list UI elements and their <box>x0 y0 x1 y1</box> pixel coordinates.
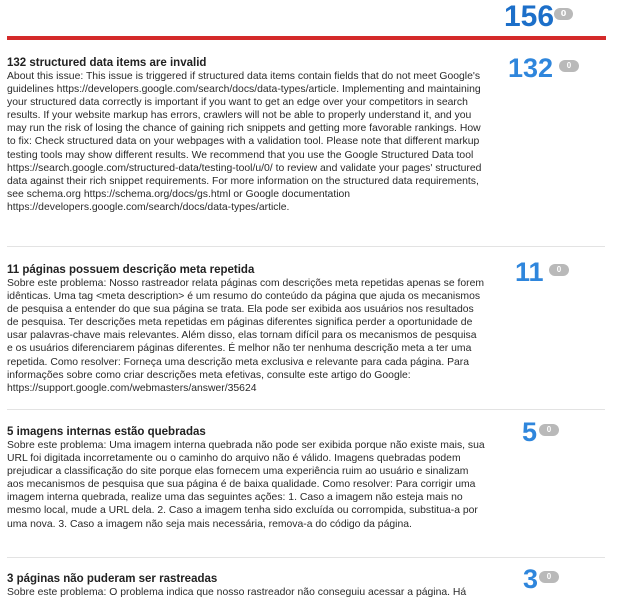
issue-count[interactable] <box>523 564 552 595</box>
issue-description: Sobre este problema: O problema indica que nosso rastreador não conseguiu acessar a página. Há <box>7 587 467 598</box>
issue-count-number[interactable]: 11 <box>515 257 544 287</box>
issue-count[interactable] <box>515 257 562 288</box>
issue-title: 11 páginas possuem descrição meta repetida <box>7 264 255 276</box>
issue-title: 5 imagens internas estão quebradas <box>7 426 206 438</box>
issue-description: Sobre este problema: Nosso rastreador relata páginas com descrições meta repetidas apenas se forem idênticas. Uma tag <meta description> é um resumo do conteúdo da página que ajuda os mecanismos de pesquisa a entender do que sua página se trata. Ela pode ser exibida aos usuários nos resultados de pesquisa. Ter descrições meta repetidas em páginas diferentes significa perder a oportunidade de usar palavras-chave mais relevantes. Além disso, elas tornam difícil para os mecanismos de pesquisa e os usuários diferenciarem páginas diferentes. É melhor não ter nenhuma descrição meta a ter uma repetida. Como resolver: Forneça uma descrição meta exclusiva e relevante para cada página. Para informações sobre como criar descrições meta efetivas, consulte este artigo do Google: https://support.google.com/webmasters/answer/35624 <box>7 278 485 394</box>
issue-count-number[interactable]: 5 <box>522 417 538 447</box>
issue-count-badge: 0 <box>559 60 579 72</box>
issue-title: 132 structured data items are invalid <box>7 57 207 69</box>
issue-description: About this issue: This issue is triggered if structured data items contain fields that do not meet Google's guidelines https://developers.google.com/search/docs/data-types/article. Implementing and maintaining your structured data correctly is important if you want to get an edge over your competitors in search results. If your website markup has errors, crawlers will not be able to properly understand it, and you may run the risk of losing the chance of gaining rich snippets and getting more favorable rankings. How to fix: Check structured data on your webpages with a validation tool. Please note that different markup testing tools may show different results. We recommend that you use the Google Structured Data tool https://search.google.com/structured-data/testing-tool/u/0/ to review and validate your pages' structured data against their rich snippet requirements. For more information on the structured data requirements, see schema.org https://schema.org/docs/gs.html or Google documentation https://developers.google.com/search/docs/data-types/article. <box>7 71 482 213</box>
summary-header <box>0 0 625 36</box>
issue-row <box>7 417 605 558</box>
issue-count-badge: 0 <box>539 424 559 436</box>
issue-row <box>7 564 605 612</box>
issue-count-number[interactable]: 3 <box>523 564 539 594</box>
issue-count-badge: 0 <box>549 264 569 276</box>
issue-count[interactable] <box>508 53 572 84</box>
issue-title: 3 páginas não puderam ser rastreadas <box>7 573 218 585</box>
severity-divider <box>7 36 606 40</box>
total-issues-badge: 0 <box>554 8 573 20</box>
issue-row <box>7 53 605 247</box>
issue-count[interactable] <box>522 417 552 448</box>
issue-row <box>7 257 605 410</box>
issue-count-badge: 0 <box>539 571 559 583</box>
issue-count-number[interactable]: 132 <box>508 53 554 83</box>
total-issues-count[interactable]: 156 <box>504 0 555 33</box>
issue-description: Sobre este problema: Uma imagem interna quebrada não pode ser exibida porque não existe mais, sua URL foi digitada incorretamente ou o caminho do arquivo não é válido. Imagens quebradas podem prejudicar a classificação do site porque elas fornecem uma experiência ruim ao usuário e sinalizam aos mecanismos de pesquisa que sua página é de baixa qualidade. Como resolver: Para corrigir uma imagem interna quebrada, realize uma das seguintes ações: 1. Caso a imagem não esteja mais no mesmo local, mude a URL dela. 2. Caso a imagem tenha sido excluída ou corrompida, substitua-a por uma nova. 3. Caso a imagem não seja mais necessária, remova-a do código da página. <box>7 440 485 530</box>
